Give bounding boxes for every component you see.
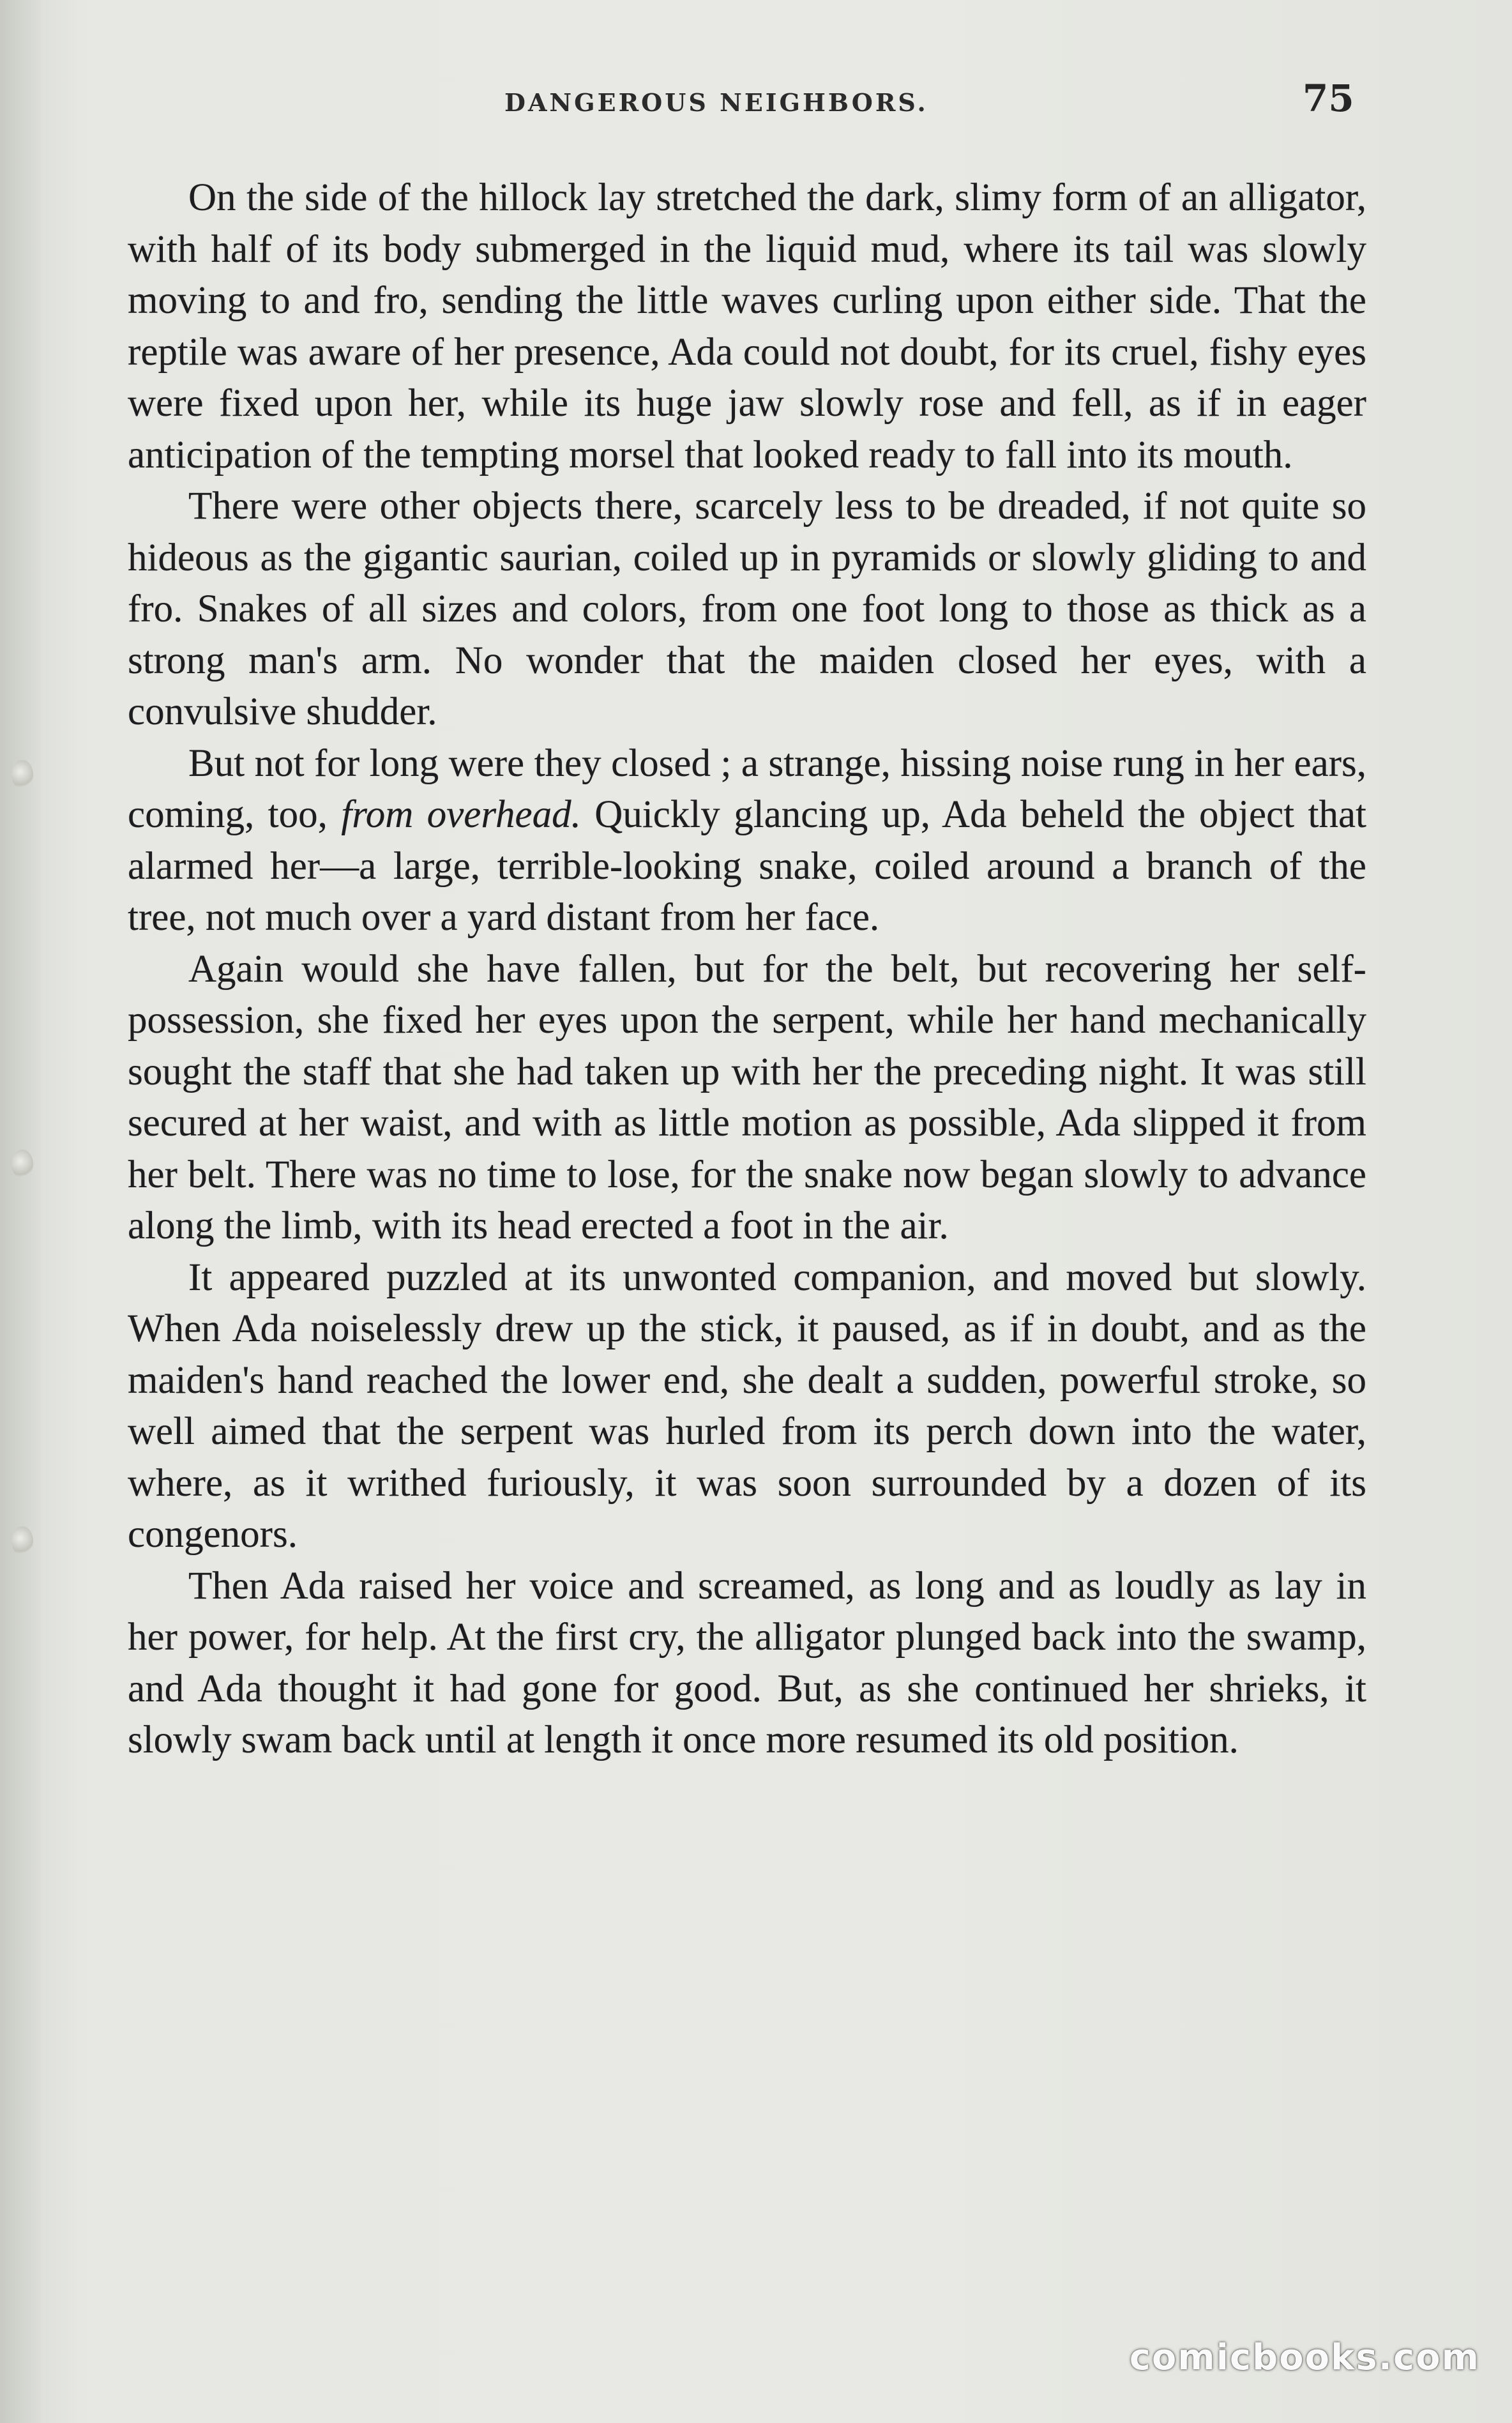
page-number: 75 xyxy=(1303,77,1354,120)
paragraph: There were other objects there, scarcely less to be dreaded, if not quite so hideous as the gigantic saurian, coiled up in pyramids or slowly gliding to and fro. Snakes of all sizes and colors, from one foot long to those as thick as a strong man's arm. No wonder that the maiden closed her eyes, with a convulsive shudder. xyxy=(128,485,1366,733)
binding-hole-icon xyxy=(11,760,33,789)
body-text xyxy=(128,172,1366,2280)
running-title: DANGEROUS NEIGHBORS. xyxy=(504,88,928,117)
paragraph: It appeared puzzled at its unwonted companion, and moved but slowly. When Ada noiselessly drew up the stick, it paused, as if in doubt, and as the maiden's hand reached the lower end, she dealt a sudden, powerful stroke, so well aimed that the serpent was hurled from its perch down into the water, where, as it writhed furiously, it was soon surrounded by a dozen of its congenors. xyxy=(128,1256,1366,1556)
paragraph: Again would she have fallen, but for the belt, but recovering her self-possession, she fixed her eyes upon the serpent, while her hand mechanically sought the staff that she had taken up with her the preceding night. It was still secured at her waist, and with as little motion as possible, Ada slipped it from her belt. There was no time to lose, for the snake now began slowly to advance along the limb, with its head erected a foot in the air. xyxy=(128,947,1366,1247)
paragraph: On the side of the hillock lay stretched the dark, slimy form of an alligator, with half of its body submerged in the liquid mud, where its tail was slowly moving to and fro, sending the little waves curling upon either side. That the reptile was aware of her presence, Ada could not doubt, for its cruel, fishy eyes were fixed upon her, while its huge jaw slowly rose and fell, as if in eager anticipation of the tempting morsel that looked ready to fall into its mouth. xyxy=(128,176,1366,476)
watermark-logo: comicbooks.com xyxy=(1129,2337,1480,2378)
page-edge-wear xyxy=(0,0,45,2423)
paragraph-text: Quickly glancing up, Ada beheld the object that alarmed her—a large, terrible-looking snake, coiled around a branch of the tree, not much over a yard distant from her face. xyxy=(128,793,1366,939)
binding-hole-icon xyxy=(11,1150,33,1179)
paragraph xyxy=(128,738,1366,944)
emphasized-text: from overhead. xyxy=(341,793,581,836)
binding-hole-icon xyxy=(11,1526,33,1556)
paragraph: Then Ada raised her voice and screamed, as long and as loudly as lay in her power, for help. At the first cry, the alligator plunged back into the swamp, and Ada thought it had gone for good. But, as she continued her shrieks, it slowly swam back until at length it once more resumed its old position. xyxy=(128,1564,1366,1761)
page-header xyxy=(0,77,1512,134)
paragraph-text: But not for long were they closed ; a strange, hissing noise rung in her ears, coming, too, xyxy=(128,741,1366,836)
